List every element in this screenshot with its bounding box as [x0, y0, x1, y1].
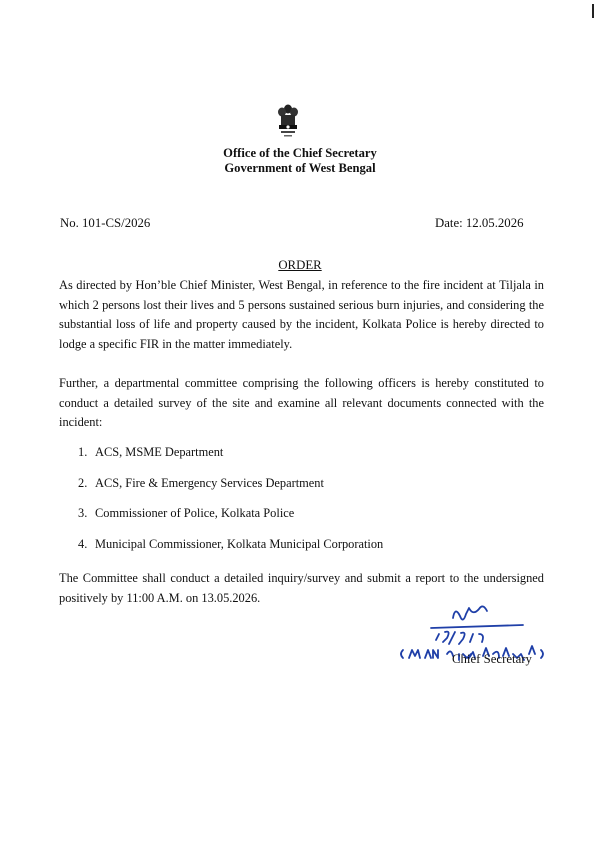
office-title: Office of the Chief Secretary [223, 146, 377, 160]
state-emblem-icon [275, 103, 301, 143]
list-item: 4. Municipal Commissioner, Kolkata Municipal Corporation [78, 536, 384, 551]
signatory-designation: Chief Secretary [452, 652, 532, 666]
order-paragraph-2: Further, a departmental committee comprising the following officers is hereby constituted to conduct a detailed survey of the site and examine all relevant documents connected with the incident: [59, 376, 544, 429]
order-number: No. 101-CS/2026 [60, 216, 151, 230]
order-date: Date: 12.05.2026 [435, 216, 524, 230]
order-heading: ORDER [278, 258, 322, 272]
order-paragraph-1: As directed by Hon’ble Chief Minister, West Bengal, in reference to the fire incident at Tiljala in which 2 persons lost their lives and 5 persons sustained serious burn injuries, and considering the substantial loss of life and property caused by the incident, Kolkata Police is hereby directed to lodge a specific FIR in the matter immediately. [59, 278, 544, 351]
order-paragraph-3: The Committee shall conduct a detailed inquiry/survey and submit a report to the undersigned positively by 11:00 A.M. on 13.05.2026. [59, 571, 544, 605]
list-item: 2. ACS, Fire & Emergency Services Department [78, 475, 324, 490]
government-title: Government of West Bengal [224, 161, 376, 175]
scan-mark [592, 4, 594, 18]
list-item: 3. Commissioner of Police, Kolkata Police [78, 506, 295, 520]
list-item: 1. ACS, MSME Department [78, 445, 224, 459]
committee-list [78, 445, 383, 567]
